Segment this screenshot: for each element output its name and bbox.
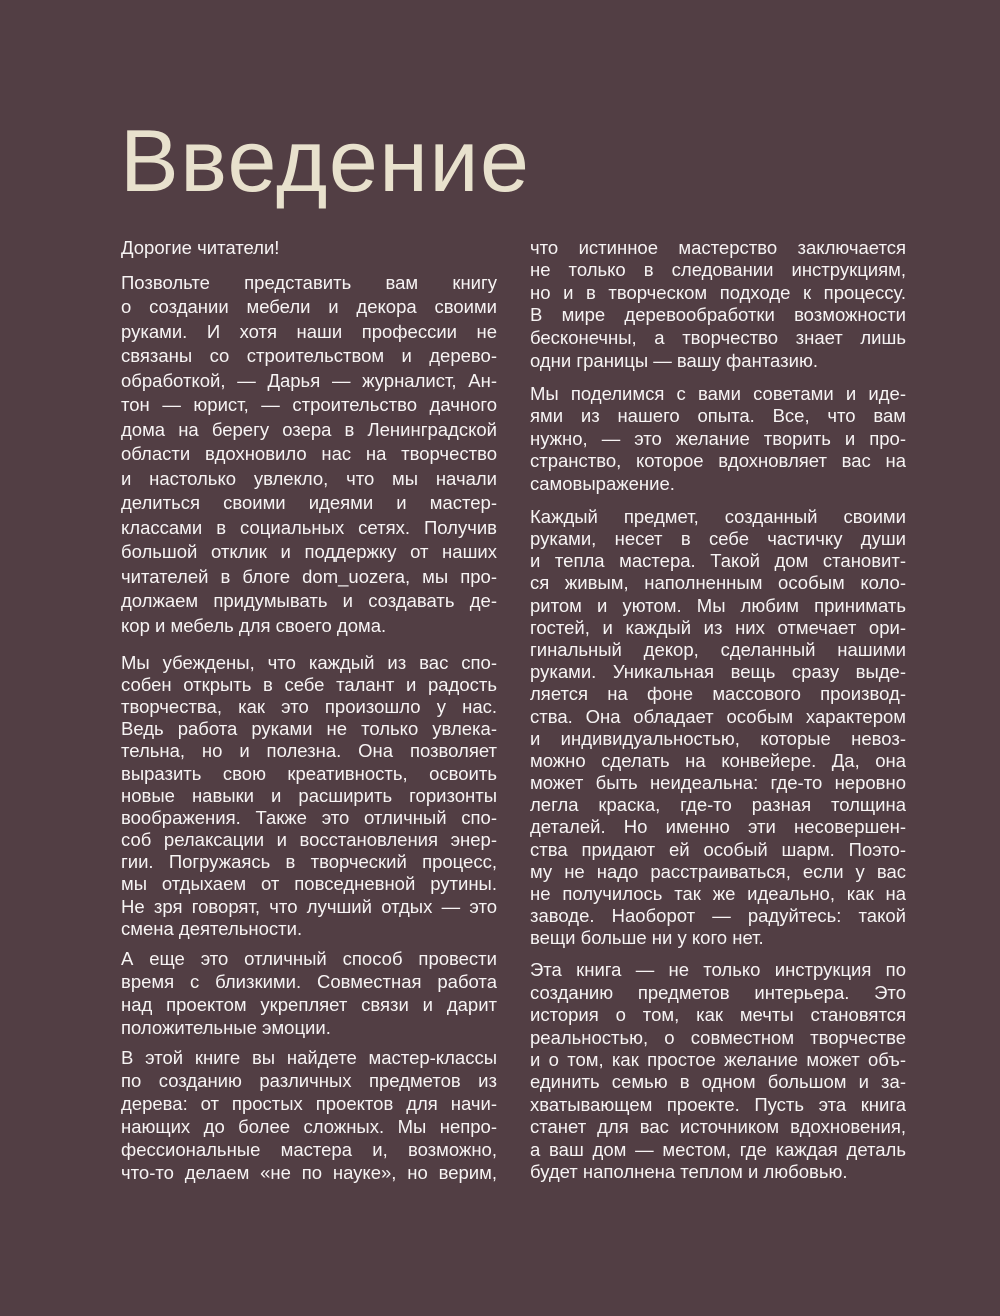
text-line: В этой книге вы найдете мастер-классы — [121, 1047, 497, 1069]
text-line: а ваш дом — местом, где каждая деталь — [530, 1138, 906, 1160]
text-line: и настолько увлекло, что мы начали — [121, 467, 497, 489]
paragraph-continued — [530, 237, 906, 373]
text-line: бесконечны, а творчество знает лишь — [530, 327, 906, 349]
text-line: но и в творческом подходе к процессу. — [530, 281, 906, 303]
text-line: не только в следовании инструкциям, — [530, 259, 906, 281]
text-line: будет наполнена теплом и любовью. — [530, 1160, 848, 1182]
text-line: Дорогие читатели! — [121, 236, 280, 258]
text-line: му не надо расстраиваться, если у вас — [530, 860, 906, 882]
text-line: Ведь работа руками не только увлека- — [121, 718, 497, 740]
text-line: Каждый предмет, созданный своими — [530, 505, 906, 527]
text-line: по созданию различных предметов из — [121, 1070, 497, 1092]
paragraph — [530, 959, 906, 1183]
text-line: кор и мебель для своего дома. — [121, 614, 387, 636]
text-line: можно сделать на конвейере. Да, она — [530, 749, 906, 771]
text-line: тельна, но и полезна. Она позволяет — [121, 740, 497, 762]
paragraph-greeting — [121, 237, 497, 259]
text-line: связаны со строительством и дерево- — [121, 345, 497, 367]
text-line: время с близкими. Совместная работа — [121, 971, 497, 993]
text-line: заводе. Наоборот — радуйтесь: такой — [530, 905, 906, 927]
text-line: ства. Она обладает особым характером — [530, 705, 906, 727]
paragraph — [121, 271, 497, 639]
text-line: воображения. Также это отличный спо- — [121, 806, 497, 828]
text-line: положительные эмоции. — [121, 1017, 331, 1039]
text-line: над проектом укрепляет связи и дарит — [121, 994, 497, 1016]
text-line: одни границы — вашу фантазию. — [530, 349, 818, 371]
text-line: и тепла мастера. Такой дом становит- — [530, 550, 906, 572]
text-line: фессиональные мастера и, возможно, — [121, 1139, 497, 1161]
page-title: Введение — [120, 111, 531, 210]
paragraph — [121, 947, 497, 1039]
paragraph — [530, 506, 906, 950]
text-line: новые навыки и расширить горизонты — [121, 784, 497, 806]
text-line: Мы поделимся с вами советами и иде- — [530, 382, 906, 404]
text-line: руками. Уникальная вещь сразу выде- — [530, 661, 906, 683]
text-line: Мы убеждены, что каждый из вас спо- — [121, 651, 497, 673]
text-line: станет для вас источником вдохновения, — [530, 1116, 906, 1138]
text-line: дома на берегу озера в Ленинградской — [121, 418, 497, 440]
text-line: ся живым, наполненным особым коло- — [530, 572, 906, 594]
text-line: Эта книга — не только инструкция по — [530, 959, 906, 981]
text-line: ляется на фоне массового производ- — [530, 683, 906, 705]
text-line: история о том, как мечты становятся — [530, 1004, 906, 1026]
text-line: области вдохновило нас на творчество — [121, 443, 497, 465]
text-line: не получилось так же идеально, как на — [530, 883, 906, 905]
text-line: гинальный декор, сделанный нашими — [530, 638, 906, 660]
paragraph — [121, 652, 497, 940]
text-line: В мире деревообработки возможности — [530, 304, 906, 326]
right-column — [530, 237, 906, 1184]
text-line: собен открыть в себе талант и радость — [121, 673, 497, 695]
text-line: ритом и уютом. Мы любим принимать — [530, 594, 906, 616]
text-line: ства придают ей особый шарм. Поэто- — [530, 838, 906, 860]
text-line: выразить свою креативность, освоить — [121, 762, 497, 784]
text-line: реальностью, о совместном творчестве — [530, 1026, 906, 1048]
text-line: дерева: от простых проектов для начи- — [121, 1093, 497, 1115]
text-line: о создании мебели и декора своими — [121, 296, 497, 318]
text-line: должаем придумывать и создавать де- — [121, 590, 497, 612]
text-line: ями из нашего опыта. Все, что вам — [530, 405, 906, 427]
text-line: и о том, как простое желание может объ- — [530, 1048, 906, 1070]
text-line: гостей, и каждый из них отмечает ори- — [530, 616, 906, 638]
text-line: мы отдыхаем от повседневной рутины. — [121, 873, 497, 895]
text-line: может быть неидеальна: где-то неровно — [530, 772, 906, 794]
text-line: большой отклик и поддержку от наших — [121, 541, 497, 563]
text-line: руками, несет в себе частичку души — [530, 528, 906, 550]
text-line: странство, которое вдохновляет вас на — [530, 450, 906, 472]
text-line: гии. Погружаясь в творческий процесс, — [121, 851, 497, 873]
text-line: классами в социальных сетях. Получив — [121, 516, 497, 538]
text-line: самовыражение. — [530, 472, 675, 494]
left-column — [121, 237, 497, 1184]
paragraph — [121, 1046, 497, 1184]
text-line: смена деятельности. — [121, 917, 303, 939]
text-line: и индивидуальностью, которые невоз- — [530, 727, 906, 749]
text-line: легла краска, где-то разная толщина — [530, 794, 906, 816]
text-line: единить семью в одном большом и за- — [530, 1071, 906, 1093]
text-line: нужно, — это желание творить и про- — [530, 427, 906, 449]
text-line: Позвольте представить вам книгу — [121, 271, 497, 293]
text-line: деталей. Но именно эти несовершен- — [530, 816, 906, 838]
text-line: созданию предметов интерьера. Это — [530, 981, 906, 1003]
text-line: тон — юрист, — строительство дачного — [121, 394, 497, 416]
text-line: творчества, как это произошло у нас. — [121, 695, 497, 717]
text-line: вещи больше ни у кого нет. — [530, 927, 764, 949]
text-line: обработкой, — Дарья — журналист, Ан- — [121, 369, 497, 391]
text-line: Не зря говорят, что лучший отдых — это — [121, 895, 497, 917]
paragraph — [530, 383, 906, 496]
text-line: А еще это отличный способ провести — [121, 948, 497, 970]
text-line: нающих до более сложных. Мы непро- — [121, 1116, 497, 1138]
text-line: хватывающем проекте. Пусть эта книга — [530, 1093, 906, 1115]
text-line: соб релаксации и восстановления энер- — [121, 829, 497, 851]
text-line: что-то делаем «не по науке», но верим, — [121, 1162, 497, 1184]
text-line: что истинное мастерство заключается — [530, 236, 906, 258]
text-line: читателей в блоге dom_uozera, мы про- — [121, 565, 497, 587]
text-line: руками. И хотя наши профессии не — [121, 320, 497, 342]
text-line: делиться своими идеями и мастер- — [121, 492, 497, 514]
